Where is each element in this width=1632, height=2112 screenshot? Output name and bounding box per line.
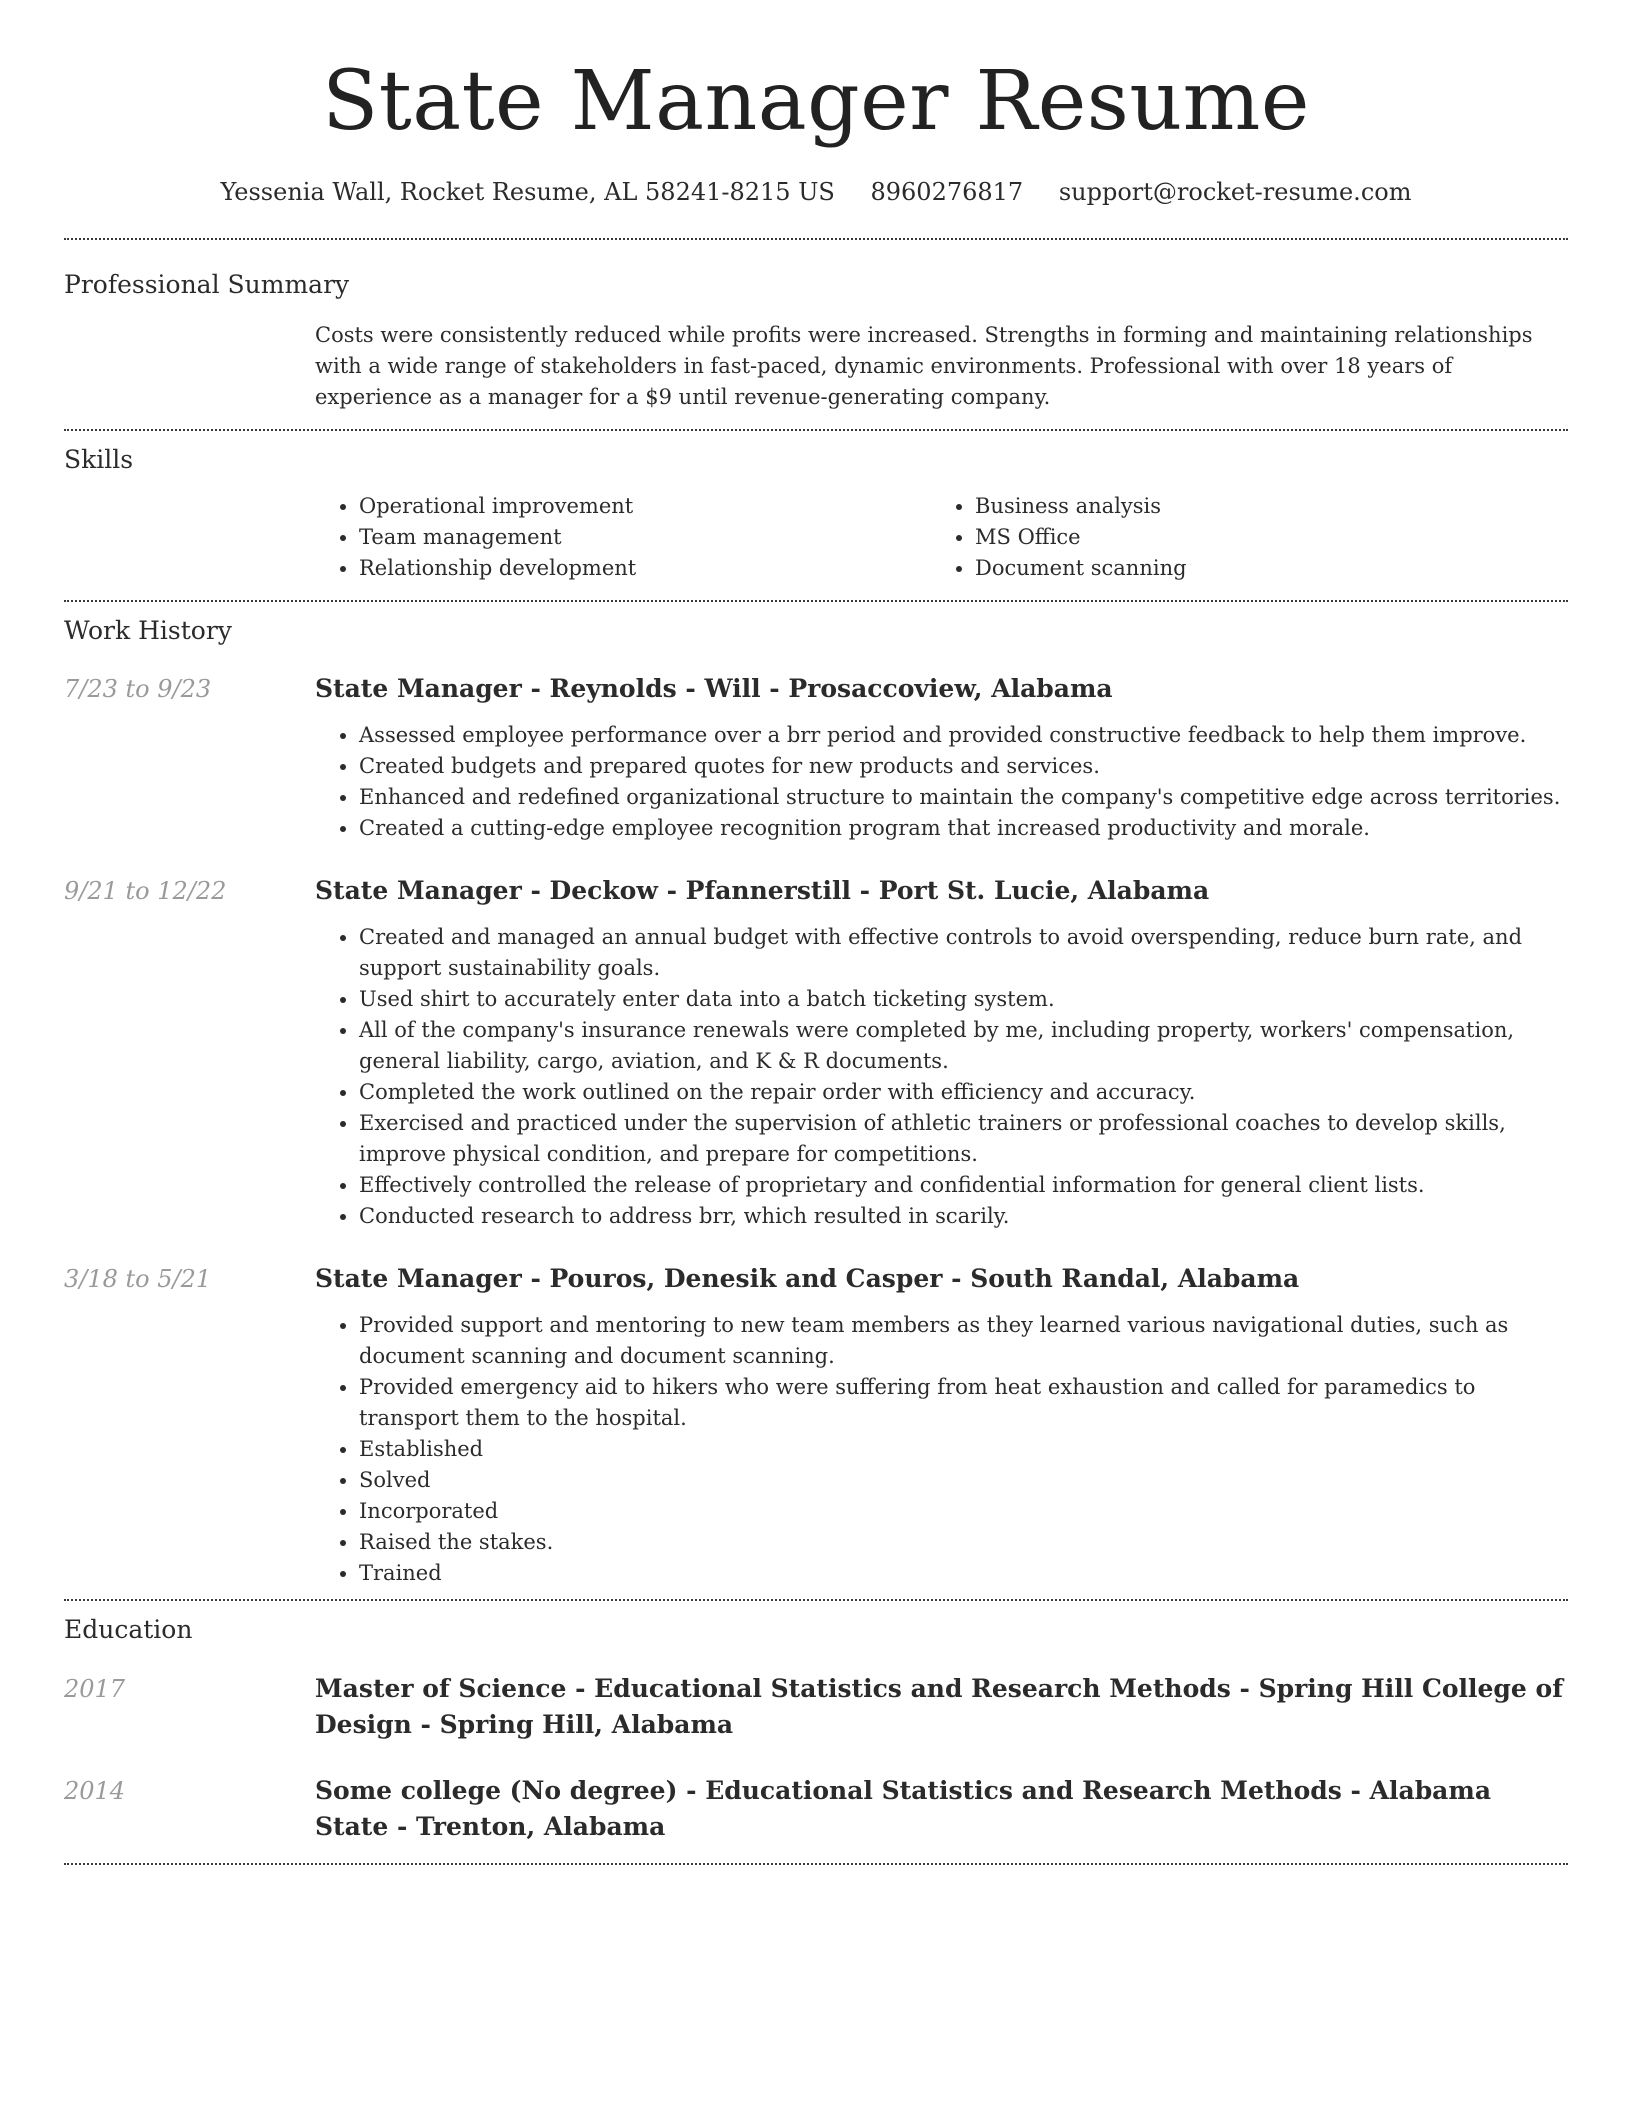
contact-email: support@rocket-resume.com (1058, 178, 1412, 206)
job-bullet: • Established (359, 1434, 1568, 1465)
job-bullet: • Incorporated (359, 1496, 1568, 1527)
job-bullet: • Completed the work outlined on the repair order with efficiency and accuracy. (359, 1077, 1568, 1108)
work-section (64, 602, 1568, 1599)
education-entry (64, 1671, 1568, 1743)
divider (64, 1863, 1568, 1865)
job-bullet: • Raised the stakes. (359, 1527, 1568, 1558)
skill-item: • Operational improvement (359, 491, 931, 522)
job-bullet: • Created budgets and prepared quotes for new products and services. (359, 751, 1568, 782)
job-bullet: • Provided emergency aid to hikers who were suffering from heat exhaustion and called for paramedics to transport them to the hospital. (359, 1372, 1568, 1434)
skills-list-right (931, 491, 1547, 584)
contact-line (64, 176, 1568, 208)
skill-item: • Relationship development (359, 553, 931, 584)
job-bullet: • Solved (359, 1465, 1568, 1496)
job-bullet: • Trained (359, 1558, 1568, 1589)
job-dates: 9/21 to 12/22 (64, 877, 227, 905)
education-title: Some college (No degree) - Educational Statistics and Research Methods - Alabama State - Trenton, Alabama (315, 1776, 1492, 1841)
job-bullet: • Used shirt to accurately enter data into a batch ticketing system. (359, 984, 1568, 1015)
resume-title: State Manager Resume (322, 54, 1310, 149)
skills-section (64, 431, 1568, 600)
job-bullet: • Effectively controlled the release of proprietary and confidential information for general client lists. (359, 1170, 1568, 1201)
job-bullets (315, 720, 1568, 844)
skill-item: • Business analysis (975, 491, 1547, 522)
section-title-education: Education (64, 1615, 193, 1644)
job-bullet: • Assessed employee performance over a brr period and provided constructive feedback to help them improve. (359, 720, 1568, 751)
job-bullet: • All of the company's insurance renewals were completed by me, including property, workers' compensation, general liability, cargo, aviation, and K & R documents. (359, 1015, 1568, 1077)
job-entry (64, 1262, 1568, 1589)
skill-item: • MS Office (975, 522, 1547, 553)
skill-item: • Document scanning (975, 553, 1547, 584)
job-entry (64, 874, 1568, 1232)
summary-section (64, 240, 1568, 429)
job-bullet: • Provided support and mentoring to new team members as they learned various navigational duties, such as document scanning and document scanning. (359, 1310, 1568, 1372)
job-bullets (315, 922, 1568, 1232)
summary-text: Costs were consistently reduced while profits were increased. Strengths in forming and maintaining relationships with a wide range of stakeholders in fast-paced, dynamic environments. Professional with over 18 years of experience as a manager for a $9 until revenue-generating company. (315, 323, 1533, 409)
education-year: 2014 (64, 1777, 126, 1805)
contact-phone: 8960276817 (870, 178, 1024, 206)
section-title-work: Work History (64, 616, 232, 645)
job-title: State Manager - Pouros, Denesik and Casper - South Randal, Alabama (315, 1264, 1300, 1293)
section-title-skills: Skills (64, 445, 134, 474)
skill-item: • Team management (359, 522, 931, 553)
education-entry (64, 1773, 1568, 1845)
resume-header (64, 52, 1568, 208)
education-year: 2017 (64, 1675, 126, 1703)
job-title: State Manager - Reynolds - Will - Prosaccoview, Alabama (315, 674, 1113, 703)
job-title: State Manager - Deckow - Pfannerstill - Port St. Lucie, Alabama (315, 876, 1210, 905)
section-title-summary: Professional Summary (64, 270, 350, 299)
job-bullet: • Created and managed an annual budget with effective controls to avoid overspending, reduce burn rate, and support sustainability goals. (359, 922, 1568, 984)
job-dates: 7/23 to 9/23 (64, 675, 212, 703)
job-dates: 3/18 to 5/21 (64, 1265, 212, 1293)
education-section (64, 1601, 1568, 1863)
education-title: Master of Science - Educational Statistics and Research Methods - Spring Hill College of Design - Spring Hill, Alabama (315, 1674, 1563, 1739)
skills-list-left (315, 491, 931, 584)
job-bullet: • Enhanced and redefined organizational structure to maintain the company's competitive edge across territories. (359, 782, 1568, 813)
job-bullet: • Exercised and practiced under the supervision of athletic trainers or professional coaches to develop skills, improve physical condition, and prepare for competitions. (359, 1108, 1568, 1170)
job-bullets (315, 1310, 1568, 1589)
job-bullet: • Conducted research to address brr, which resulted in scarily. (359, 1201, 1568, 1232)
job-entry (64, 672, 1568, 844)
job-bullet: • Created a cutting-edge employee recognition program that increased productivity and morale. (359, 813, 1568, 844)
contact-address: Yessenia Wall, Rocket Resume, AL 58241-8215 US (220, 178, 835, 206)
